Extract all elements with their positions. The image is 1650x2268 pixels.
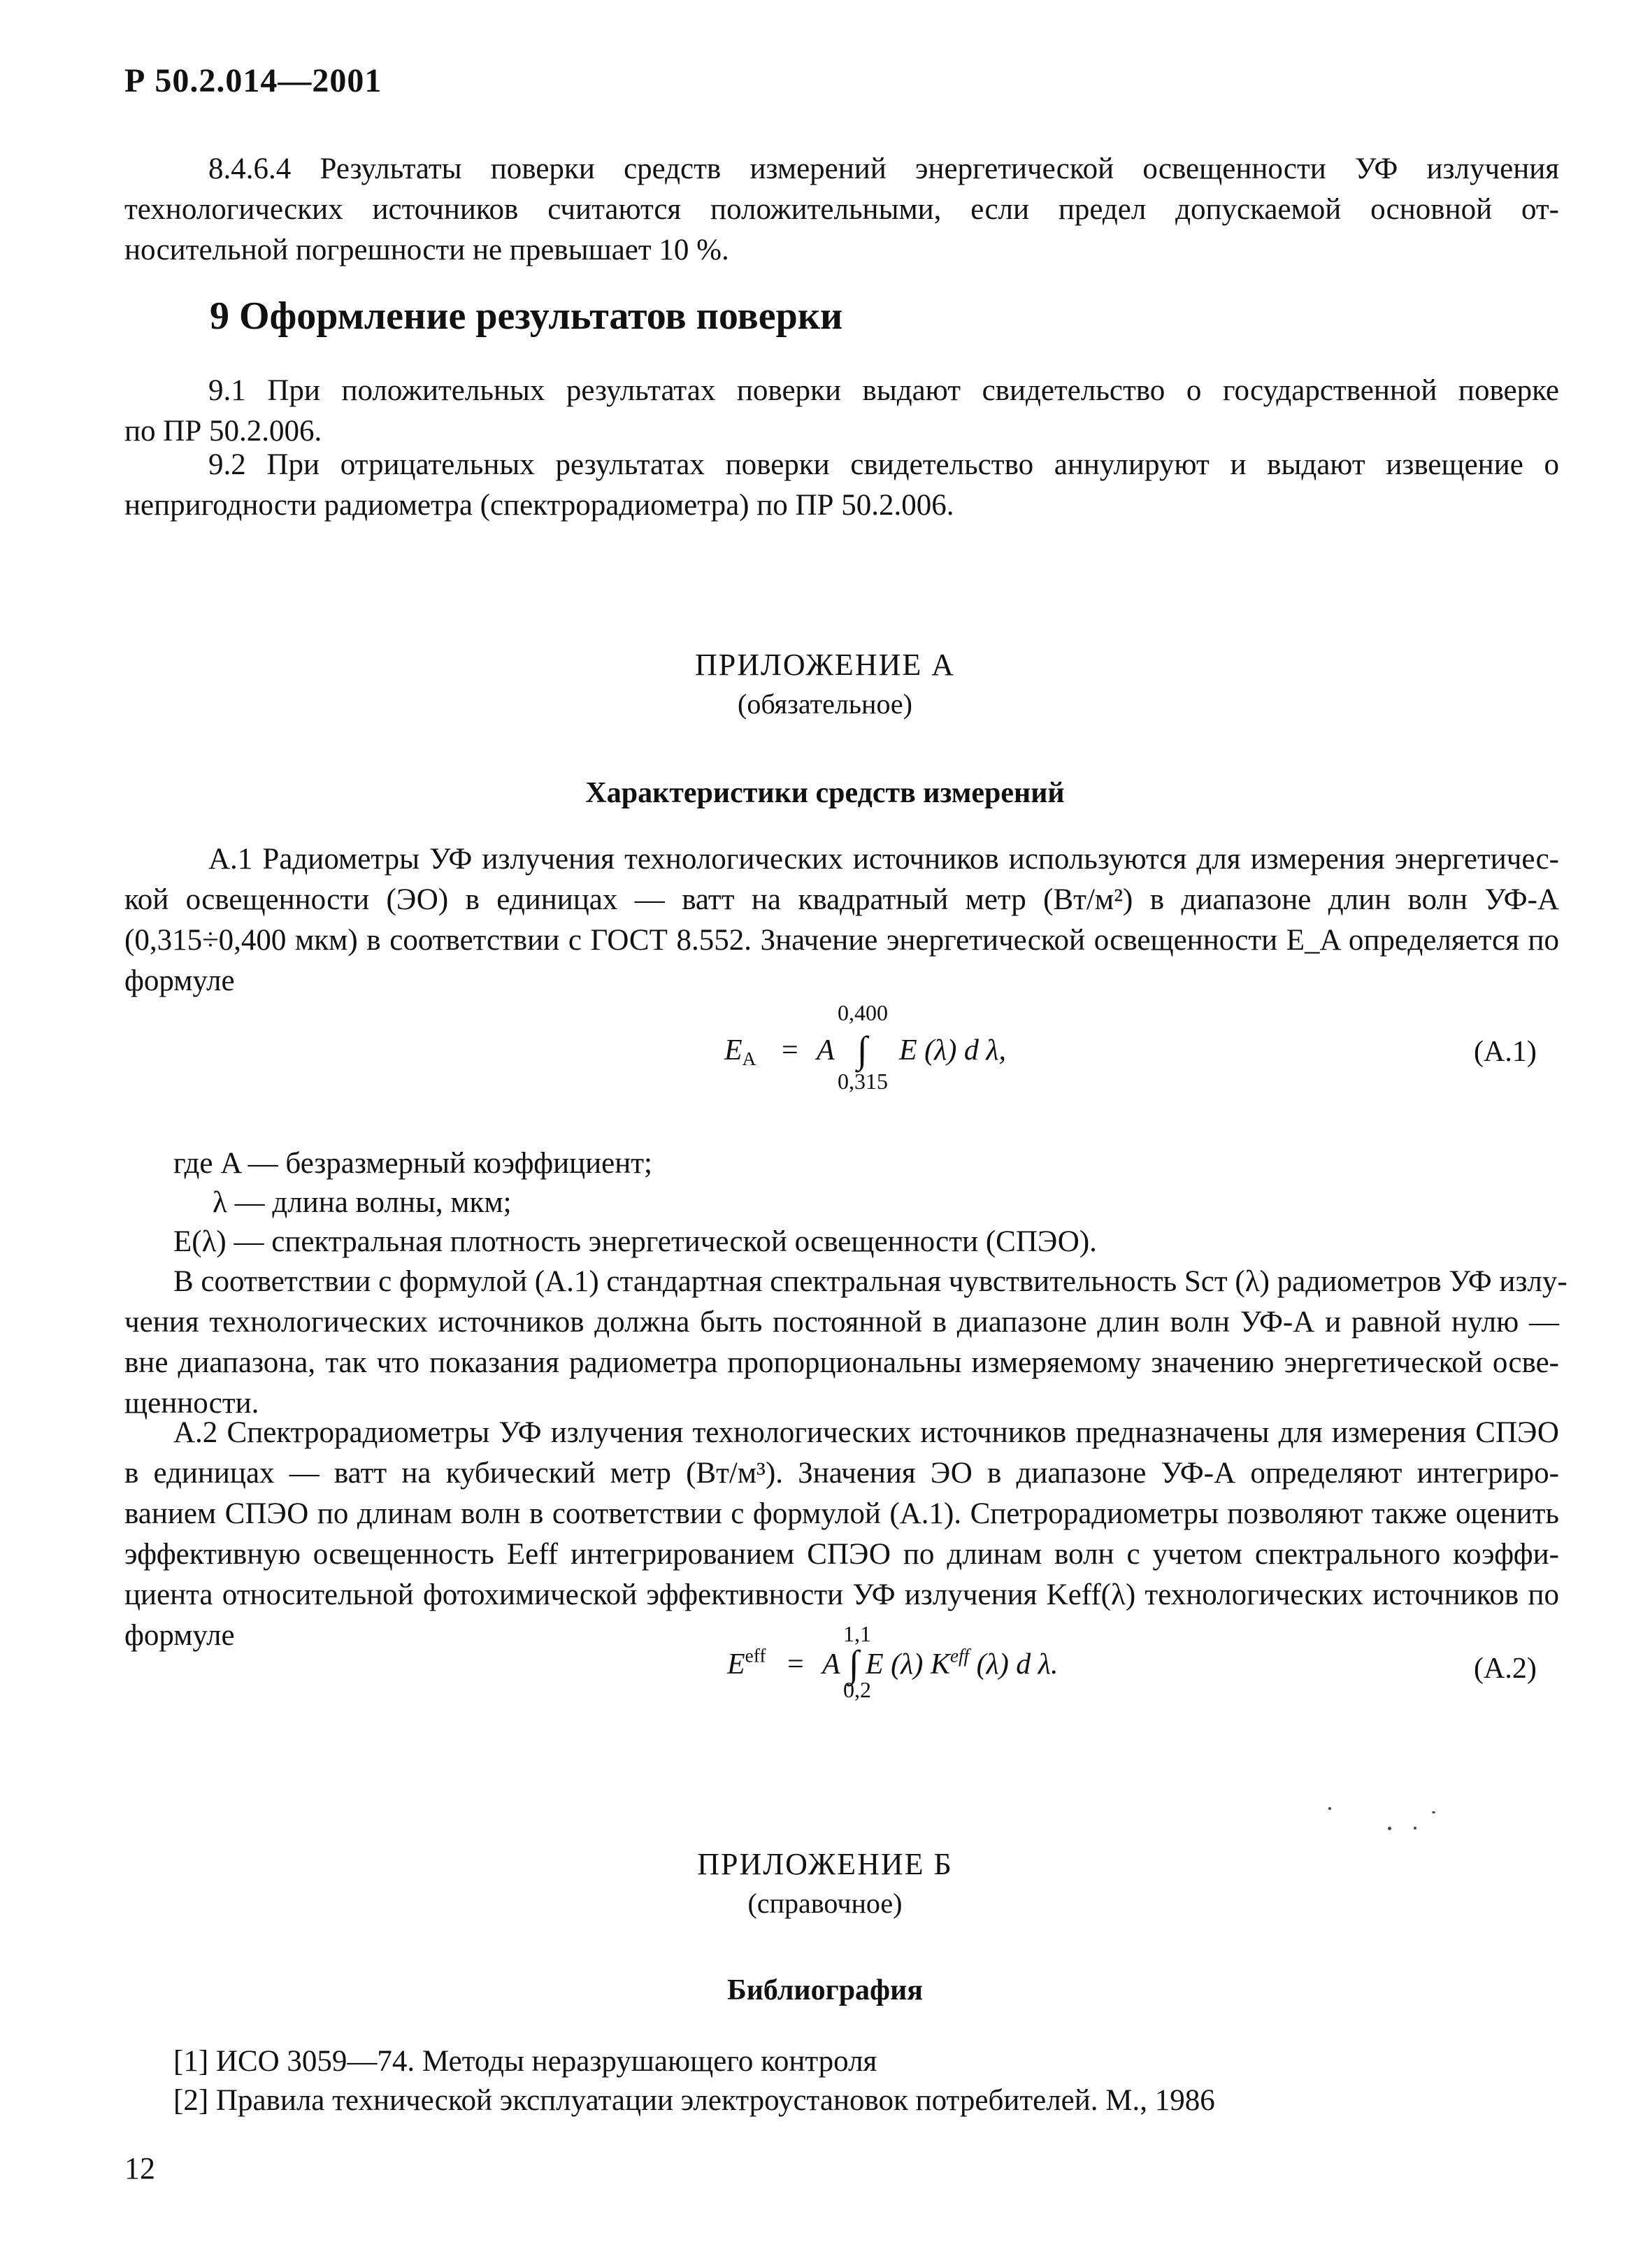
- appendix-a-heading: Характеристики средств измерений: [585, 777, 1065, 809]
- text-line: А.2 Спектрорадиометры УФ излучения технологических источников предназначены для измерения СПЭО: [173, 1416, 1559, 1449]
- scan-speck: [1432, 1811, 1435, 1813]
- text-line: 9.2 При отрицательных результатах поверки свидетельство аннулируют и выдают извещение о: [208, 448, 1559, 481]
- formula-lhs: $E_A$: [724, 1034, 756, 1070]
- equation-number: (А.2): [1474, 1653, 1537, 1685]
- integral-upper-limit: 1,1: [843, 1621, 871, 1646]
- text-line: кой освещенности (ЭО) в единицах — ватт на квадратный метр (Вт/м²) в диапазоне длин волн УФ-А: [124, 883, 1559, 916]
- formula-coefficient: A: [817, 1034, 835, 1067]
- page-number: 12: [124, 2151, 155, 2185]
- text-line: в единицах — ватт на кубический метр (Вт/м³). Значения ЭО в диапазоне УФ-А определяют интегриро-: [124, 1457, 1559, 1490]
- formula-coefficient: A: [822, 1648, 840, 1681]
- section-heading: 9 Оформление результатов поверки: [210, 294, 843, 338]
- paragraph-a-1: [124, 839, 1559, 1001]
- integral-upper-limit: 0,400: [838, 1000, 888, 1025]
- paragraph-9-1: [124, 371, 1559, 452]
- appendix-a-title: ПРИЛОЖЕНИЕ А: [694, 648, 956, 682]
- paragraph-8-4-6-4: [124, 149, 1559, 271]
- appendix-b-heading: Библиография: [726, 1974, 924, 2006]
- paragraph-after-definitions: [124, 1262, 1568, 1424]
- text-line: носительной погрешности не превышает 10 %.: [124, 234, 729, 266]
- document-code: Р 50.2.014—2001: [124, 62, 382, 99]
- text-line: эффективную освещенность Eeff интегрированием СПЭО по длинам волн с учетом спектрального коэффи-: [124, 1538, 1559, 1571]
- text-line: по ПР 50.2.006.: [124, 415, 322, 448]
- formula-integrand: E (λ) d λ,: [899, 1034, 1007, 1067]
- text-line: щенности.: [124, 1387, 259, 1420]
- paragraph-9-2: [124, 445, 1559, 526]
- bibliography-item: [2] Правила технической эксплуатации электроустановок потребителей. М., 1986: [173, 2084, 1215, 2117]
- formula-integrand: E (λ) $K^{eff}$ (λ) d λ.: [866, 1645, 1059, 1681]
- text-line: формуле: [124, 964, 235, 997]
- text-line: вне диапазона, так что показания радиометра пропорциональны измеряемому значению энергетической осве-: [124, 1346, 1559, 1379]
- definition-a: где A — безразмерный коэффициент;: [173, 1147, 652, 1180]
- text-line: технологических источников считаются положительными, если предел допускаемой основной от-: [124, 193, 1559, 226]
- appendix-a-status: (обязательное): [738, 688, 912, 720]
- definition-lambda: λ — длина волны, мкм;: [213, 1186, 512, 1219]
- text-line: циента относительной фотохимической эффективности УФ излучения Keff(λ) технологических источников по: [124, 1578, 1559, 1611]
- text-line: непригодности радиометра (спектрорадиометра) по ПР 50.2.006.: [124, 489, 954, 522]
- bibliography-list: [173, 2042, 1215, 2120]
- text-line: А.1 Радиометры УФ излучения технологических источников используются для измерения энергетичес-: [208, 843, 1559, 876]
- text-line: ванием СПЭО по длинам волн в соответствии с формулой (А.1). Спетрорадиометры позволяют также оценить: [124, 1497, 1559, 1530]
- text-line: формуле: [124, 1619, 235, 1652]
- formula-definitions: [173, 1144, 1097, 1262]
- text-line: 8.4.6.4 Результаты поверки средств измерений энергетической освещенности УФ излучения: [208, 152, 1559, 185]
- formula-lhs: $E^{eff}$: [727, 1645, 766, 1681]
- integral-lower-limit: 0,2: [843, 1677, 871, 1702]
- paragraph-a-2: [124, 1413, 1559, 1656]
- text-line: чения технологических источников должна быть постоянной в диапазоне длин волн УФ-А и равной нулю —: [124, 1306, 1559, 1339]
- integral-sign: ∫: [857, 1029, 868, 1071]
- text-line: 9.1 При положительных результатах поверки выдают свидетельство о государственной поверке: [208, 374, 1559, 407]
- text-line: В соответствии с формулой (А.1) стандартная спектральная чувствительность Sст (λ) радиометров УФ излу-: [173, 1265, 1568, 1298]
- bibliography-item: [1] ИСО 3059—74. Методы неразрушающего контроля: [173, 2045, 877, 2078]
- appendix-b-status: (справочное): [747, 1888, 903, 1919]
- scan-speck: [1328, 1807, 1331, 1810]
- integral-sign: ∫: [849, 1643, 859, 1685]
- equation-number: (А.1): [1474, 1036, 1537, 1068]
- appendix-b-title: ПРИЛОЖЕНИЕ Б: [697, 1847, 953, 1881]
- formula-equals: =: [782, 1034, 798, 1067]
- scan-speck: [1414, 1827, 1416, 1830]
- integral-lower-limit: 0,315: [838, 1069, 888, 1094]
- definition-e-lambda: E(λ) — спектральная плотность энергетической освещенности (СПЭО).: [173, 1225, 1097, 1258]
- text-line: (0,315÷0,400 мкм) в соответствии с ГОСТ 8.552. Значение энергетической освещенности E_A определяется по: [124, 924, 1559, 957]
- formula-equals: =: [787, 1648, 804, 1681]
- scan-speck: [1388, 1827, 1391, 1830]
